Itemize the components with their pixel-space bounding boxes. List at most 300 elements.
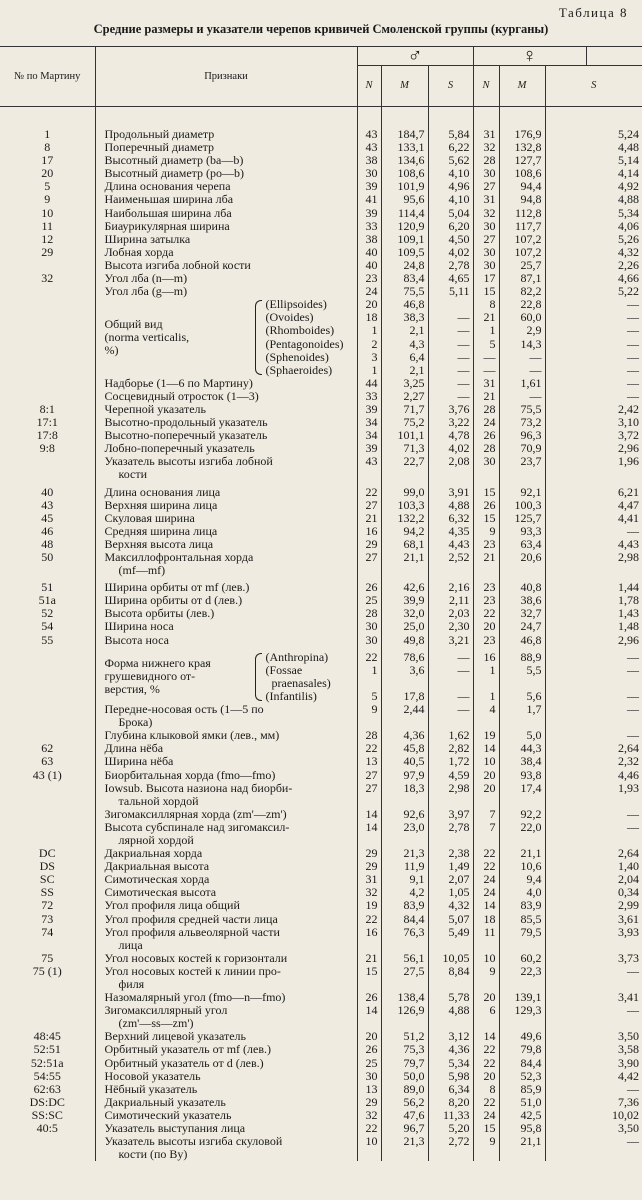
cell-female-m: 125,7 [499,512,545,525]
cell-female-n: 22 [473,847,499,860]
cell-male-m: 83,4 [381,272,428,285]
cell-male-s: 4,59 [428,769,473,782]
cell-male-n: 27 [357,499,381,512]
cell-female-n: 17 [473,272,499,285]
cell-male-n: 43 [357,141,381,154]
sub-category: (Anthropina) [265,649,329,664]
cell-male-n: 43 [357,128,381,141]
martin-number: 29 [41,244,54,259]
cell-female-m: 10,6 [499,860,545,873]
cell-female-n: 22 [473,1096,499,1109]
cell-female-m: 5,5 [499,664,545,690]
table-row [0,128,642,141]
cell-male-n: 34 [357,429,381,442]
martin-number [0,377,95,390]
cell-male-n: 1 [357,364,381,377]
trait-name: Поперечный диаметр [95,141,357,154]
martin-number: 52:51a [30,1055,64,1070]
table-row [0,847,642,860]
cell-male-n: 14 [357,1004,381,1030]
cell-male-s: 5,34 [428,1057,473,1070]
table-row [0,538,642,551]
cell-female-n: 27 [473,233,499,246]
table-row [0,729,642,742]
table-row [0,594,642,607]
table-row [0,512,642,525]
cell-male-m: 21,3 [381,1135,428,1161]
cell-male-s: — [428,351,473,364]
cell-male-s: 2,16 [428,577,473,594]
martin-number: 40 [41,484,54,499]
cell-female-m: 108,6 [499,167,545,180]
cell-male-m: 3,25 [381,377,428,390]
cell-male-n: 13 [357,755,381,768]
trait-name: Симотический указатель [95,1109,357,1122]
cell-male-m: 79,7 [381,1057,428,1070]
cell-male-m: 11,9 [381,860,428,873]
martin-number: SS:SC [31,1107,63,1122]
sub-category: (Ellipsoides) [265,297,327,312]
cell-male-n: 19 [357,899,381,912]
cell-male-s: 4,35 [428,525,473,538]
cell-male-n: 28 [357,607,381,620]
trait-name: Iowsub. Высота назиона над биорби- тальной хордой [95,782,357,808]
cell-male-s: 11,33 [428,1109,473,1122]
cell-male-m: 21,1 [381,551,428,577]
cell-female-n: 31 [473,128,499,141]
cell-female-n: 4 [473,703,499,729]
cell-male-n: 32 [357,886,381,899]
cell-female-s: 3,73 [545,952,642,965]
martin-number: 54 [41,619,54,634]
trait-name: Высота изгиба лобной кости [95,259,357,272]
pyriform-shape-label: Форма нижнего края грушевидного от- верстия, % (Anthropina) (Fossae praenasales) (Infantilis) [95,647,357,703]
trait-name: Максиллофронтальная хорда (mf—mf) [95,551,357,577]
table-row [0,742,642,755]
cell-female-m: 117,7 [499,220,545,233]
cell-female-m: 32,7 [499,607,545,620]
table-row [0,607,642,620]
trait-name: Угол лба (n—m) [95,272,357,285]
cell-male-n: 38 [357,154,381,167]
cell-female-n: 15 [473,285,499,298]
table-row [0,913,642,926]
cell-male-m: 56,1 [381,952,428,965]
cell-male-s: 4,96 [428,180,473,193]
cell-male-m: 46,8 [381,298,428,311]
cell-female-n: — [473,364,499,377]
martin-number [0,1135,95,1161]
cell-male-m: 94,2 [381,525,428,538]
martin-number: DC [38,846,56,861]
cell-female-m: 5,0 [499,729,545,742]
cell-male-n: 18 [357,311,381,324]
martin-number: DS:DC [29,1094,65,1109]
cell-female-s: — [545,808,642,821]
cell-male-s: 8,20 [428,1096,473,1109]
martin-number: 45 [41,510,54,525]
cell-female-m: 60,2 [499,952,545,965]
cell-female-n: 19 [473,729,499,742]
martin-number: 17:8 [36,428,58,443]
cell-female-m: 100,3 [499,499,545,512]
trait-name: Ширина носа [95,620,357,633]
cell-female-s: 5,24 [545,128,642,141]
cell-female-s: 10,02 [545,1109,642,1122]
cell-male-n: 25 [357,594,381,607]
cell-female-m: 84,4 [499,1057,545,1070]
cell-female-m: 79,5 [499,926,545,952]
trait-name: Указатель высоты изгиба скуловой кости (по Bу) [95,1135,357,1161]
cell-male-s: — [428,311,473,324]
cell-female-n: 22 [473,1043,499,1056]
cell-male-s: 5,49 [428,926,473,952]
sub-category: (Sphaeroides) [265,362,333,377]
martin-number [0,703,95,729]
sub-category: (Infantilis) [265,688,317,703]
cell-female-s: 2,04 [545,873,642,886]
table-row [0,703,642,729]
table-row [0,808,642,821]
trait-name: Верхний лицевой указатель [95,1030,357,1043]
trait-name: Длина нёба [95,742,357,755]
cell-female-m: 38,6 [499,594,545,607]
martin-number: 40:5 [36,1121,58,1136]
cell-male-s: 4,02 [428,246,473,259]
cell-female-m: — [499,351,545,364]
table-row [0,416,642,429]
cell-male-n: 21 [357,952,381,965]
cell-male-s: 6,34 [428,1083,473,1096]
cell-female-s: 5,34 [545,207,642,220]
cell-female-m: 40,8 [499,577,545,594]
cell-female-s: 1,78 [545,594,642,607]
martin-number: 75 (1) [32,963,62,978]
table-row [0,1135,642,1161]
cell-female-m: 70,9 [499,442,545,455]
cell-female-s: 5,14 [545,154,642,167]
cell-female-n: 21 [473,551,499,577]
cell-female-n: 15 [473,482,499,499]
trait-name: Верхняя высота лица [95,538,357,551]
trait-name: Угол профиля лица общий [95,899,357,912]
cell-female-m: 21,1 [499,847,545,860]
cell-female-s: 1,48 [545,620,642,633]
trait-name: Длина основания черепа [95,180,357,193]
cell-male-n: 32 [357,1109,381,1122]
cell-female-m: 51,0 [499,1096,545,1109]
cell-male-m: 2,27 [381,390,428,403]
cell-female-m: 2,9 [499,324,545,337]
sub-category: (Fossae [265,662,303,677]
cell-male-m: 4,2 [381,886,428,899]
cell-female-s: 2,64 [545,847,642,860]
cell-female-n: 15 [473,1122,499,1135]
cell-male-s: 4,36 [428,1043,473,1056]
table-row [0,154,642,167]
cell-male-s: 4,78 [428,429,473,442]
cell-male-s: 2,52 [428,551,473,577]
table-row [0,821,642,847]
martin-number: 17 [41,153,54,168]
trait-name: Зигомаксиллярная хорда (zm'—zm') [95,808,357,821]
cell-female-n: 28 [473,403,499,416]
table-row [0,377,642,390]
martin-number: 48:45 [33,1029,61,1044]
cell-female-s: 2,98 [545,551,642,577]
cell-male-n: 10 [357,1135,381,1161]
cell-female-n: 16 [473,647,499,664]
cell-male-s: 10,05 [428,952,473,965]
cell-female-s: 4,41 [545,512,642,525]
table-row [0,782,642,808]
cell-female-n: 9 [473,525,499,538]
cell-male-s: 3,22 [428,416,473,429]
header-female-n: N [473,66,499,107]
cell-male-n: 13 [357,1083,381,1096]
cell-male-m: 84,4 [381,913,428,926]
trait-name: Высота субспинале над зигомаксил- лярной хордой [95,821,357,847]
trait-name: Верхняя ширина лица [95,499,357,512]
table-row [0,860,642,873]
table-row [0,1057,642,1070]
trait-name: Ширина нёба [95,755,357,768]
trait-name: Черепной указатель [95,403,357,416]
cell-female-m: 22,0 [499,821,545,847]
cell-male-m: 27,5 [381,965,428,991]
martin-number [0,455,95,481]
trait-name: Носовой указатель [95,1070,357,1083]
trait-name: Дакриальная высота [95,860,357,873]
female-symbol-icon: ♀ [473,47,586,66]
table-row [0,1030,642,1043]
cell-female-n: 8 [473,298,499,311]
cell-female-s: 3,10 [545,416,642,429]
cell-female-n: 24 [473,886,499,899]
cell-male-m: 138,4 [381,991,428,1004]
trait-name: Наименьшая ширина лба [95,193,357,206]
table-row [0,965,642,991]
cell-male-s: 4,43 [428,538,473,551]
martin-number: 9 [44,192,51,207]
table-row [0,141,642,154]
cell-female-m: 139,1 [499,991,545,1004]
cell-female-s: 6,21 [545,482,642,499]
cell-male-s: 5,84 [428,128,473,141]
cell-male-s: 2,03 [428,607,473,620]
trait-name: Орбитный указатель от mf (лев.) [95,1043,357,1056]
martin-number: 52:51 [33,1042,61,1057]
cell-female-s: 4,14 [545,167,642,180]
trait-name: Симотическая высота [95,886,357,899]
cell-female-m: 176,9 [499,128,545,141]
cell-male-n: 22 [357,742,381,755]
table-number: Таблица 8 [558,5,628,20]
cell-female-n: 30 [473,220,499,233]
cell-female-m: 94,8 [499,193,545,206]
martin-number: 74 [41,924,54,939]
cell-female-s: 1,93 [545,782,642,808]
cell-female-n: 24 [473,416,499,429]
table-row [0,1070,642,1083]
cell-male-s: 3,76 [428,403,473,416]
martin-number: 5 [44,179,51,194]
cell-male-m: 126,9 [381,1004,428,1030]
cell-female-n: 28 [473,154,499,167]
trait-name: Глубина клыковой ямки (лев., мм) [95,729,357,742]
brace-icon [255,653,262,701]
trait-name: Ширина затылка [95,233,357,246]
cell-female-n: 11 [473,926,499,952]
brace-icon [255,300,262,375]
cell-female-n: 24 [473,1109,499,1122]
cell-female-m: 1,61 [499,377,545,390]
cell-male-s: 1,05 [428,886,473,899]
cell-male-n: 39 [357,403,381,416]
table-row [0,1096,642,1109]
cell-female-m: 9,4 [499,873,545,886]
cell-male-n: 26 [357,991,381,1004]
cell-female-m: 25,7 [499,259,545,272]
cell-female-s: 3,50 [545,1030,642,1043]
trait-name: Угол лба (g—m) [95,285,357,298]
cell-male-m: 42,6 [381,577,428,594]
trait-name: Средняя ширина лица [95,525,357,538]
table-row [0,390,642,403]
cell-female-s: 1,96 [545,455,642,481]
cell-female-n: 20 [473,1070,499,1083]
trait-name: Скуловая ширина [95,512,357,525]
table-row [0,886,642,899]
cell-female-s: 2,96 [545,442,642,455]
trait-name: Сосцевидный отросток (1—3) [95,390,357,403]
cell-male-n: 33 [357,220,381,233]
cell-male-s: 4,65 [428,272,473,285]
table-row [0,991,642,1004]
cell-male-n: 40 [357,259,381,272]
cell-male-n: 22 [357,482,381,499]
cell-male-n: 22 [357,647,381,664]
trait-name: Высотно-поперечный указатель [95,429,357,442]
cell-male-n: 29 [357,860,381,873]
table-row [0,220,642,233]
cell-male-s: 3,21 [428,634,473,647]
cell-female-n: 5 [473,338,499,351]
cell-female-n: 7 [473,808,499,821]
martin-number [0,390,95,403]
cell-female-s: 4,06 [545,220,642,233]
cell-female-m: 22,3 [499,965,545,991]
trait-name: Высота носа [95,634,357,647]
table-row [0,482,642,499]
cell-male-s: 3,97 [428,808,473,821]
martin-number [0,808,95,821]
martin-number: 11 [41,218,54,233]
sub-category: (Ovoides) [265,310,314,325]
cell-female-m: 23,7 [499,455,545,481]
trait-name: Указатель высоты изгиба лобной кости [95,455,357,481]
cell-male-n: 14 [357,808,381,821]
cell-female-n: 30 [473,167,499,180]
table-row [0,525,642,538]
cell-female-m: 94,4 [499,180,545,193]
cell-female-n: 30 [473,246,499,259]
cell-male-s: 5,62 [428,154,473,167]
cell-male-m: 83,9 [381,899,428,912]
cell-male-m: 3,6 [381,664,428,690]
cell-female-m: 88,9 [499,647,545,664]
cell-male-s: 2,78 [428,259,473,272]
cell-female-s: — [545,690,642,703]
cell-male-n: 25 [357,1057,381,1070]
trait-name: Угол носовых костей к линии про- филя [95,965,357,991]
cell-female-n: 31 [473,377,499,390]
header-female-s: S [545,66,642,107]
header-male-m: M [381,66,428,107]
table-row [0,167,642,180]
cell-male-m: 49,8 [381,634,428,647]
cell-male-n: 29 [357,847,381,860]
cell-female-m: 93,3 [499,525,545,538]
table-row [0,755,642,768]
trait-name: Высотный диаметр (ba—b) [95,154,357,167]
cell-female-s: 3,41 [545,991,642,1004]
cell-male-m: 96,7 [381,1122,428,1135]
cell-male-s: 2,72 [428,1135,473,1161]
cell-male-s: 2,38 [428,847,473,860]
cell-female-s: 3,90 [545,1057,642,1070]
cell-male-s: 2,08 [428,455,473,481]
cell-female-m: 21,1 [499,1135,545,1161]
trait-name: Высотно-продольный указатель [95,416,357,429]
cell-male-s: 2,78 [428,821,473,847]
table-row [0,551,642,577]
cell-male-n: 9 [357,703,381,729]
cell-male-m: 71,3 [381,442,428,455]
trait-name: Орбитный указатель от d (лев.) [95,1057,357,1070]
cell-female-s: 1,40 [545,860,642,873]
cell-female-m: 49,6 [499,1030,545,1043]
martin-number: 62 [41,741,54,756]
martin-number: 72 [41,898,54,913]
cell-female-m: 73,2 [499,416,545,429]
cell-male-n: 40 [357,246,381,259]
cell-female-n: 22 [473,1057,499,1070]
male-symbol-icon: ♂ [357,47,473,66]
cell-female-n: 27 [473,180,499,193]
trait-name: Наибольшая ширина лба [95,207,357,220]
cell-male-s: — [428,338,473,351]
cell-female-n: 23 [473,634,499,647]
cell-male-n: 30 [357,1070,381,1083]
table-row [0,499,642,512]
cell-female-n: 7 [473,821,499,847]
cell-female-s: — [545,390,642,403]
cell-male-m: 184,7 [381,128,428,141]
cell-female-n: 26 [473,429,499,442]
cell-male-n: 38 [357,233,381,246]
cell-male-n: 29 [357,1096,381,1109]
cell-female-n: 14 [473,899,499,912]
cell-female-n: 26 [473,499,499,512]
cell-female-m: 17,4 [499,782,545,808]
cell-male-s: 4,88 [428,499,473,512]
trait-name: Дакриальный указатель [95,1096,357,1109]
cell-female-s: 2,42 [545,403,642,416]
cell-female-m: 38,4 [499,755,545,768]
general-view-label: Общий вид (norma verticalis, %) (Ellipsoides) (Ovoides) (Rhomboides) (Pentagonoides) (Sphenoides) (Sphaeroides) [95,298,357,377]
cell-female-s: 7,36 [545,1096,642,1109]
